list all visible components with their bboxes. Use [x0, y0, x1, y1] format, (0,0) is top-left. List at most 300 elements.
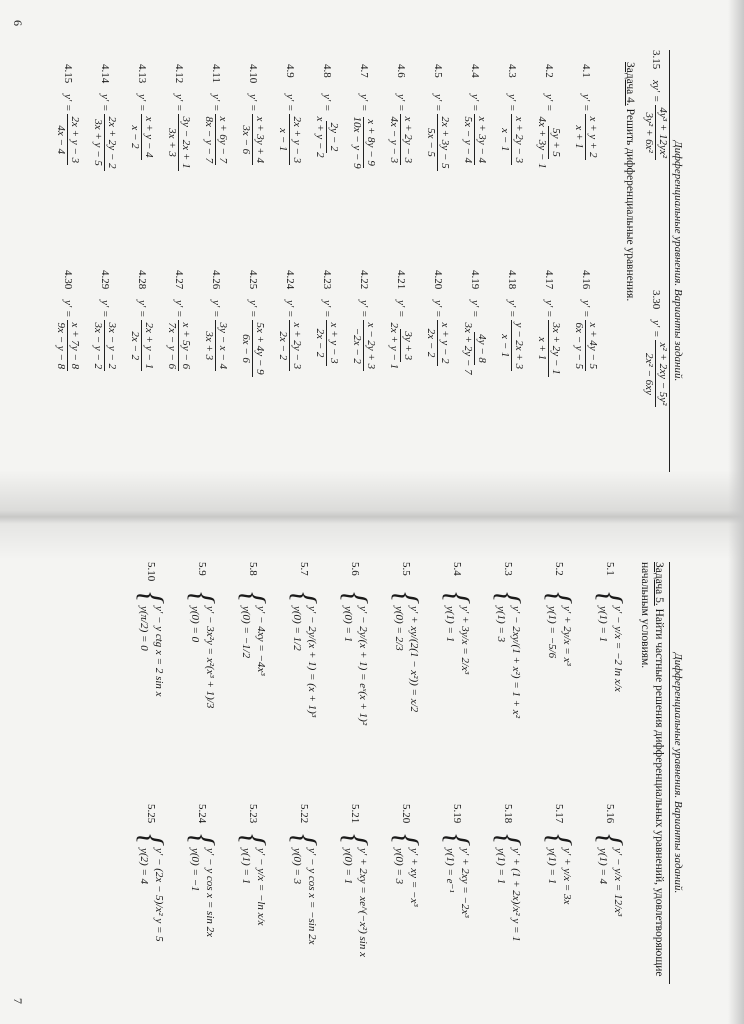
page-number: 6: [11, 20, 25, 26]
equation: [203, 300, 230, 371]
equation-lhs: y′ =: [395, 300, 407, 318]
variant-number: 4.29: [99, 270, 111, 290]
initial-value-system: [541, 834, 578, 905]
brace-glyph: {: [184, 834, 221, 846]
variant-row: [335, 804, 375, 957]
task-label: Задача 4.: [624, 62, 636, 106]
denominator: 3x + 3: [166, 128, 179, 157]
equation-lhs: y′ =: [62, 300, 74, 318]
initial-condition: y(1) = 1: [240, 848, 252, 885]
fraction: [351, 114, 378, 170]
variant-row: [386, 562, 426, 712]
fraction: [425, 320, 452, 365]
variant-row: [309, 64, 345, 160]
denominator: 4x − y − 3: [388, 116, 401, 164]
variant-row: [87, 270, 123, 371]
denominator: 10x − y − 9: [351, 116, 364, 169]
numerator: x + 3y + 4: [254, 116, 267, 164]
variant-number: 5.16: [604, 804, 616, 824]
initial-condition: y(0) = 1/2: [291, 606, 303, 651]
initial-condition: y(1) = e⁻¹: [444, 848, 456, 893]
initial-condition: y(0) = −1: [189, 848, 201, 892]
numerator: 2x + y − 3: [69, 116, 82, 164]
equation: [166, 300, 193, 371]
equation: [240, 94, 267, 165]
denominator: 2x − 2: [277, 331, 290, 361]
equation-line: y′ + y/x = 3x: [561, 848, 573, 905]
initial-condition: y(1) = 1: [597, 606, 609, 643]
variant-number: 4.14: [99, 64, 111, 84]
page-header: Дифференциальные уравнения. Варианты заданий.: [669, 562, 684, 984]
denominator: 2x − 2: [129, 331, 142, 361]
initial-value-system: [184, 592, 221, 709]
initial-value-system: [337, 834, 374, 957]
variant-row: [124, 270, 160, 371]
variant-number: 4.2: [543, 64, 555, 78]
equation-line: y′ − 2xy/(1 + x²) = 1 + x²: [510, 606, 522, 718]
equation: [314, 94, 341, 160]
equation-lhs: y′ =: [136, 94, 148, 112]
numerator: x + 3y − 4: [476, 116, 489, 164]
variant-row: [494, 64, 530, 165]
equation-line: y′ + (1 + 2x)/x² y = 1: [510, 848, 522, 942]
equation: [55, 300, 82, 371]
variant-number: 5.9: [196, 562, 208, 576]
variant-row: [335, 562, 375, 725]
variant-row: [488, 804, 528, 942]
fraction: [55, 114, 82, 165]
variant-row: [437, 562, 477, 674]
task-text: Решить дифференциальные уравнения.: [624, 108, 636, 302]
fraction: [351, 320, 378, 371]
fraction: [573, 320, 600, 371]
variant-number: 4.3: [506, 64, 518, 78]
denominator: 6x − 6: [240, 334, 253, 363]
variant-number: 4.30: [62, 270, 74, 290]
equation-lhs: y′ =: [469, 300, 481, 318]
variant-number: 4.16: [580, 270, 592, 290]
denominator: 3x − 6: [240, 125, 253, 155]
variant-number: 5.1: [604, 562, 616, 576]
initial-value-system: [490, 834, 527, 942]
equation: [388, 94, 415, 165]
variant-row: [457, 64, 493, 165]
equation: [129, 300, 156, 371]
initial-condition: y(2) = 4: [138, 848, 150, 885]
numerator: 2x + y − 3: [291, 116, 304, 164]
variant-number: 4.20: [432, 270, 444, 290]
equation-lhs: y′ =: [62, 94, 74, 112]
brace-glyph: {: [439, 592, 476, 604]
brace-glyph: {: [592, 592, 629, 604]
numerator: 2y − 2: [328, 122, 341, 152]
denominator: 3x − y − 2: [92, 322, 105, 370]
initial-value-system: [592, 592, 629, 692]
equation-lhs: xy′ =: [650, 80, 662, 103]
initial-value-system: [184, 834, 221, 938]
numerator: 5x + 4y − 9: [254, 322, 267, 375]
equation: [92, 94, 119, 171]
fraction: [314, 114, 341, 159]
brace-glyph: {: [439, 834, 476, 846]
equation-lhs: y′ =: [580, 300, 592, 318]
equation: [643, 320, 670, 407]
variant-row: [284, 804, 324, 944]
variant-number: 5.22: [298, 804, 310, 824]
page-number: 7: [11, 998, 25, 1004]
initial-condition: y(0) = 1: [342, 848, 354, 885]
brace-glyph: {: [184, 592, 221, 604]
fraction: [55, 320, 82, 371]
numerator: 2x + 3y − 5: [439, 116, 452, 169]
numerator: 2x + y − 1: [143, 322, 156, 370]
brace-glyph: {: [133, 834, 170, 846]
numerator: x + y + 2: [587, 116, 600, 158]
initial-value-system: [439, 592, 476, 675]
equation-lhs: y′ =: [580, 94, 592, 112]
variant-row: [272, 64, 308, 165]
equation-line: y′ − y/x = −2 ln x/x: [612, 606, 624, 692]
equation: [351, 94, 378, 171]
equation: [240, 300, 267, 377]
variant-row: [420, 270, 456, 366]
equation-lhs: y′ =: [432, 300, 444, 318]
variant-row: [638, 290, 674, 407]
variant-number: 4.17: [543, 270, 555, 290]
equation-lhs: y′ =: [543, 94, 555, 112]
initial-condition: y(1) = 1: [495, 848, 507, 885]
variant-row: [87, 64, 123, 171]
variant-number: 4.18: [506, 270, 518, 290]
denominator: −2x − 2: [351, 327, 364, 364]
initial-condition: y(π/2) = 0: [138, 606, 150, 651]
variant-row: [383, 64, 419, 165]
denominator: 2x + y − 1: [388, 322, 401, 370]
variant-row: [346, 64, 382, 171]
variant-row: [233, 562, 273, 676]
equation: [462, 94, 489, 165]
equation: [499, 94, 526, 165]
brace-glyph: {: [490, 834, 527, 846]
page-7: [0, 512, 742, 1024]
equation-line: y′ + 2xy = xe^(−x²) sin x: [357, 848, 369, 957]
fraction: [277, 320, 304, 371]
denominator: x + y − 2: [314, 116, 327, 158]
variant-number: 5.20: [400, 804, 412, 824]
denominator: x − 2: [129, 125, 142, 149]
fraction: [203, 320, 230, 371]
equation: [536, 300, 563, 377]
equation-lhs: y′ =: [210, 300, 222, 318]
fraction: [536, 320, 563, 376]
variant-row: [131, 562, 171, 697]
fraction: [388, 114, 415, 165]
denominator: x + 1: [536, 336, 549, 361]
equation: [55, 94, 82, 165]
fraction: [240, 114, 267, 165]
equation: [643, 80, 670, 160]
variant-row: [182, 804, 222, 937]
variant-number: 5.2: [553, 562, 565, 576]
denominator: 3x + 3: [203, 331, 216, 361]
variant-row: [568, 270, 604, 371]
fraction: [462, 320, 489, 376]
denominator: 2x² − 6xy: [643, 353, 656, 395]
variant-number: 4.12: [173, 64, 185, 84]
variant-number: 4.6: [395, 64, 407, 78]
task-text: Найти частные решения дифференциальных уравнений, удовлетворяющие начальным условиям.: [639, 562, 665, 977]
task-label: Задача 5.: [653, 562, 665, 606]
page-header: Дифференциальные уравнения. Варианты заданий.: [669, 50, 684, 472]
variant-row: [272, 270, 308, 371]
initial-condition: y(1) = 3: [495, 606, 507, 643]
initial-value-system: [439, 834, 476, 918]
equation-lhs: y′ =: [358, 300, 370, 318]
variant-number: 5.21: [349, 804, 361, 824]
variant-row: [346, 270, 382, 371]
equation-line: y′ − y cos x = sin 2x: [204, 848, 216, 938]
fraction: [573, 114, 600, 159]
initial-condition: y(0) = 3: [393, 848, 405, 885]
denominator: 5x − 5: [425, 128, 438, 157]
fraction: [643, 105, 670, 160]
equation: [573, 300, 600, 371]
fraction: [499, 114, 526, 165]
equation-line: y′ − y ctg x = 2 sin x: [153, 606, 165, 697]
numerator: x + 2y − 3: [402, 116, 415, 164]
equation: [573, 94, 600, 160]
variant-number: 4.9: [284, 64, 296, 78]
equation-line: y′ − y cos x = −sin 2x: [306, 848, 318, 945]
brace-glyph: {: [337, 834, 374, 846]
initial-value-system: [388, 834, 425, 907]
equation-lhs: y′ =: [321, 300, 333, 318]
variant-number: 4.10: [247, 64, 259, 84]
variant-row: [420, 64, 456, 171]
variant-row: [638, 50, 674, 160]
equation-lhs: y′ =: [247, 94, 259, 112]
equation-lhs: y′ =: [650, 320, 662, 338]
variant-number: 4.22: [358, 270, 370, 290]
variant-number: 5.23: [247, 804, 259, 824]
equation-lhs: y′ =: [321, 94, 333, 112]
variant-number: 5.3: [502, 562, 514, 576]
initial-value-system: [541, 592, 578, 666]
denominator: 8x − y − 7: [203, 116, 216, 164]
denominator: x − 1: [277, 128, 290, 152]
numerator: 2x + 2y − 2: [106, 116, 119, 169]
equation: [536, 94, 563, 171]
numerator: x + y − 2: [439, 322, 452, 364]
numerator: x + 6y − 7: [217, 116, 230, 164]
equation-lhs: y′ =: [469, 94, 481, 112]
fraction: [536, 114, 563, 170]
variant-row: [386, 804, 426, 907]
variant-number: 5.17: [553, 804, 565, 824]
numerator: x + 7y − 8: [69, 322, 82, 370]
variant-row: [50, 270, 86, 371]
numerator: x + y − 4: [143, 116, 156, 158]
equation: [425, 300, 452, 366]
denominator: 2x − 2: [425, 328, 438, 358]
variant-row: [233, 804, 273, 926]
equation: [203, 94, 230, 165]
initial-condition: y(0) = 2/3: [393, 606, 405, 651]
brace-glyph: {: [541, 834, 578, 846]
variant-number: 3.15: [650, 50, 662, 70]
variant-row: [383, 270, 419, 371]
brace-glyph: {: [337, 592, 374, 604]
equation-line: y′ − (2x − 5)/x² y = 5: [153, 848, 165, 942]
variant-row: [131, 804, 171, 942]
equation-lhs: y′ =: [506, 94, 518, 112]
numerator: x + 8y − 9: [365, 119, 378, 166]
initial-condition: y(1) = 1: [444, 606, 456, 643]
initial-value-system: [592, 834, 629, 917]
variant-number: 5.10: [145, 562, 157, 582]
equation-lhs: y′ =: [358, 94, 370, 112]
variant-number: 5.6: [349, 562, 361, 576]
denominator: 4x − 4: [55, 125, 68, 155]
variant-row: [539, 562, 579, 666]
initial-condition: y(1) = 1: [546, 848, 558, 885]
fraction: [462, 114, 489, 165]
numerator: 3x + 2y − 1: [550, 322, 563, 375]
denominator: 9x − y − 8: [55, 322, 68, 370]
variant-number: 4.5: [432, 64, 444, 78]
variant-number: 4.28: [136, 270, 148, 290]
variant-number: 4.23: [321, 270, 333, 290]
denominator: 6x − y − 5: [573, 322, 586, 370]
numerator: x + 2y − 3: [291, 322, 304, 370]
denominator: 4x + 3y − 1: [536, 116, 549, 169]
variant-number: 5.19: [451, 804, 463, 824]
equation: [499, 300, 526, 371]
brace-glyph: {: [541, 592, 578, 604]
equation: [129, 94, 156, 160]
equation-line: y′ + 2y/x = x³: [561, 606, 573, 666]
denominator: x + 1: [573, 125, 586, 149]
equation-line: y′ + 2xy = −2x³: [459, 848, 471, 918]
equation: [277, 300, 304, 371]
denominator: x − 1: [499, 128, 512, 152]
numerator: 4y − 8: [476, 334, 489, 363]
fraction: [129, 320, 156, 371]
fraction: [643, 340, 670, 407]
numerator: 4y³ + 12yx²: [657, 107, 670, 159]
equation: [277, 94, 304, 165]
denominator: 5x − y − 4: [462, 116, 475, 164]
variant-row: [568, 64, 604, 160]
page-6: [0, 0, 742, 512]
numerator: x + 2y − 3: [513, 116, 526, 164]
variant-number: 4.13: [136, 64, 148, 84]
variant-number: 5.24: [196, 804, 208, 824]
variant-row: [198, 270, 234, 371]
equation-line: y′ − 2y/(x + 1) = (x + 1)³: [306, 606, 318, 718]
variant-row: [590, 804, 630, 916]
fraction: [277, 114, 304, 165]
variant-row: [284, 562, 324, 717]
variant-number: 4.11: [210, 64, 222, 83]
variant-number: 4.8: [321, 64, 333, 78]
initial-condition: y(1) = 4: [597, 848, 609, 885]
initial-condition: y(1) = −5/6: [546, 606, 558, 659]
variant-number: 4.19: [469, 270, 481, 290]
fraction: [166, 114, 193, 170]
numerator: x² + 2xy − 5y²: [657, 342, 670, 406]
equation-lhs: y′ =: [432, 94, 444, 112]
denominator: 3x + 2y − 7: [462, 322, 475, 375]
task-4-heading: [623, 62, 637, 301]
initial-value-system: [235, 834, 272, 926]
fraction: [388, 320, 415, 371]
brace-glyph: {: [286, 592, 323, 604]
equation-lhs: y′ =: [173, 300, 185, 318]
fraction: [166, 320, 193, 371]
initial-value-system: [388, 592, 425, 713]
equation-line: y′ − 4xy = −4x³: [255, 606, 267, 676]
variant-row: [457, 270, 493, 377]
denominator: 3x + y − 5: [92, 119, 105, 166]
variant-number: 5.25: [145, 804, 157, 824]
equation-lhs: y′ =: [543, 300, 555, 318]
initial-value-system: [133, 834, 170, 942]
variant-row: [437, 804, 477, 918]
variant-row: [309, 270, 345, 366]
brace-glyph: {: [490, 592, 527, 604]
variant-row: [198, 64, 234, 165]
variant-row: [488, 562, 528, 718]
equation: [462, 300, 489, 377]
variant-number: 5.5: [400, 562, 412, 576]
variant-row: [182, 562, 222, 708]
equation-lhs: y′ =: [99, 94, 111, 112]
fraction: [499, 320, 526, 371]
initial-condition: y(0) = 0: [189, 606, 201, 643]
numerator: x + 5y − 6: [180, 322, 193, 370]
variant-row: [590, 562, 630, 692]
initial-value-system: [235, 592, 272, 676]
variant-row: [494, 270, 530, 371]
equation: [314, 300, 341, 366]
numerator: 3y − 2x + 1: [180, 116, 193, 169]
fraction: [425, 114, 452, 170]
equation-lhs: y′ =: [247, 300, 259, 318]
variant-number: 4.21: [395, 270, 407, 290]
variant-number: 4.15: [62, 64, 74, 84]
fraction: [92, 114, 119, 170]
variant-number: 4.1: [580, 64, 592, 78]
numerator: 5y + 5: [550, 128, 563, 157]
numerator: x + y − 3: [328, 322, 341, 364]
equation-line: y′ − y/x = 12/x³: [612, 848, 624, 917]
initial-condition: y(0) = 3: [291, 848, 303, 885]
brace-glyph: {: [388, 592, 425, 604]
numerator: 3y + 3: [402, 331, 415, 361]
equation-line: y′ + 3y/x = 2/x³: [459, 606, 471, 675]
initial-value-system: [133, 592, 170, 697]
fraction: [203, 114, 230, 165]
variant-number: 5.4: [451, 562, 463, 576]
brace-glyph: {: [133, 592, 170, 604]
variant-row: [235, 270, 271, 377]
initial-condition: y(0) = 1: [342, 606, 354, 643]
variant-number: 4.26: [210, 270, 222, 290]
numerator: 3y − x − 4: [217, 322, 230, 370]
task-5-heading: [638, 562, 666, 982]
initial-value-system: [286, 834, 323, 945]
